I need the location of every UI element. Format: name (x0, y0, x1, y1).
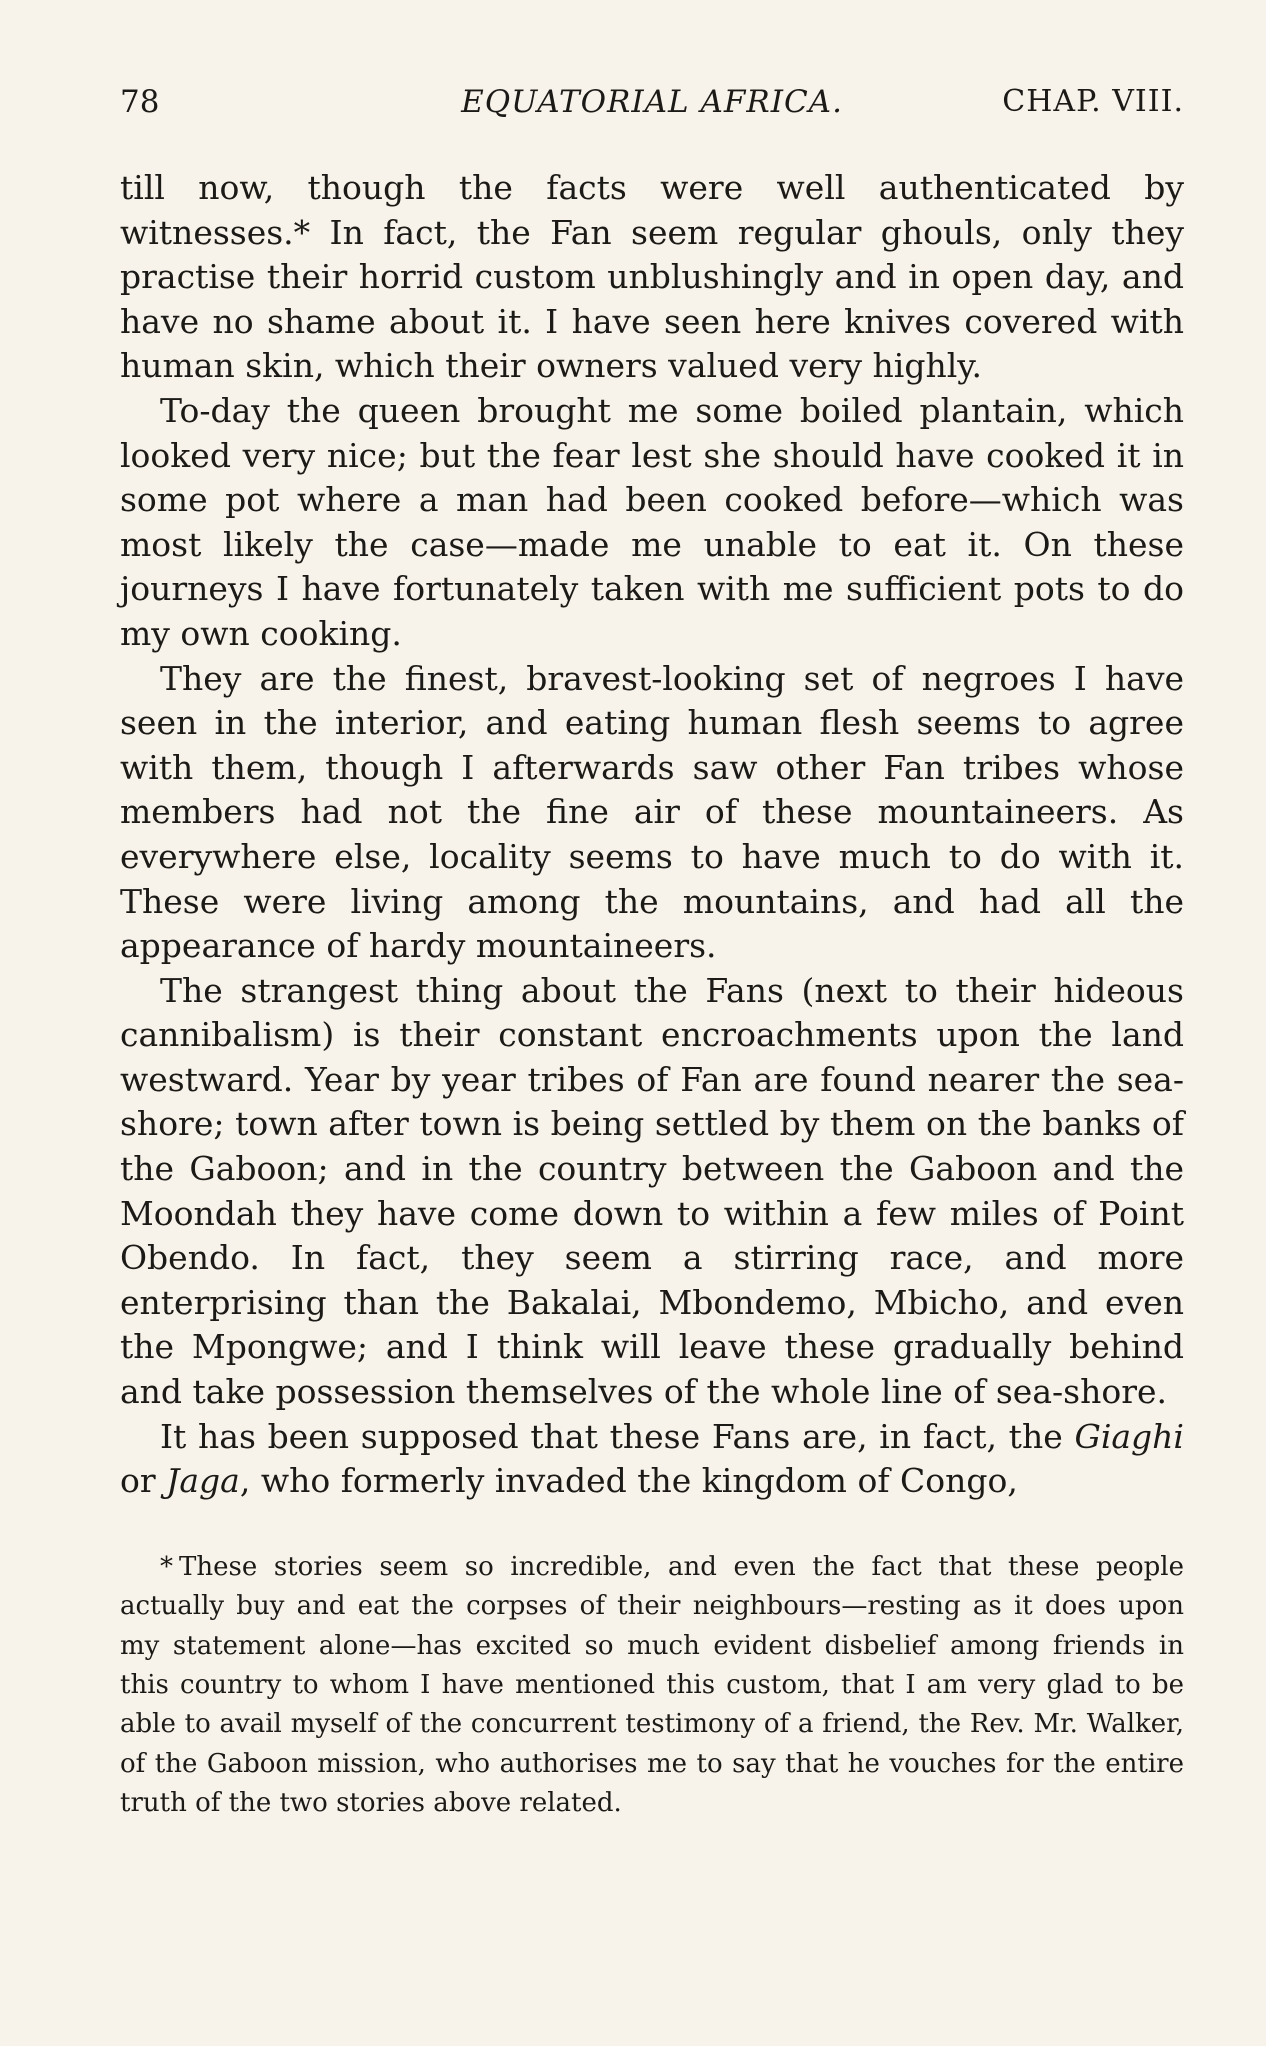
footnote-mark: * (160, 1551, 173, 1582)
body-text (120, 166, 1184, 1504)
paragraph-5-end: , who formerly invaded the kingdom of Congo, (239, 1461, 1018, 1501)
chapter-label: CHAP. VIII. (1002, 84, 1184, 119)
paragraph-3: They are the finest, bravest-looking set of negroes I have seen in the interior, and eating human flesh seems to agree with them, though I afterwards saw other Fan tribes whose members had not the fine air of these mountaineers. As everywhere else, locality seems to have much to do with it. These were living among the mountains, and had all the appearance of hardy mountaineers. (120, 658, 1184, 966)
footnote-text: These stories seem so incredible, and even the fact that these people actually buy and eat the corpses of their neighbours—resting as it does upon my statement alone—has excited so much evident disbelief among friends in this country to whom I have mentioned this custom, that I am very glad to be able to avail myself of the concurrent testimony of a friend, the Rev. Mr. Walker, of the Gaboon mission, who authorises me to say that he vouches for the entire truth of the two stories above related. (120, 1551, 1184, 1819)
paragraph-4: The strangest thing about the Fans (next to their hideous cannibalism) is their constant encroachments upon the land westward. Year by year tribes of Fan are found nearer the sea-shore; town after town is being settled by them on the banks of the Gaboon; and in the country between the Gaboon and the Moondah they have come down to within a few miles of Point Obendo. In fact, they seem a stirring race, and more enterprising than the Bakalai, Mbondemo, Mbicho, and even the Mpongwe; and I think will leave these gradually behind and take possession themselves of the whole line of sea-shore. (120, 970, 1184, 1412)
paragraph-5-start: It has been supposed that these Fans are, in fact, the (160, 1416, 1063, 1456)
book-page (120, 84, 1184, 1824)
paragraph-1: till now, though the facts were well authenticated by witnesses.* In fact, the Fan seem regular ghouls, only they practise their horrid custom unblushingly and in open day, and have no shame about it. I have seen here knives covered with human skin, which their owners valued very highly. (120, 168, 1184, 386)
paragraph-5-or: or (120, 1461, 156, 1501)
page-header (120, 84, 1184, 124)
name-jaga: Jaga (166, 1461, 240, 1501)
running-title: EQUATORIAL AFRICA. (461, 84, 843, 120)
footnote (120, 1548, 1184, 1824)
name-giaghi: Giaghi (1074, 1416, 1184, 1456)
paragraph-5 (120, 1415, 1184, 1504)
paragraph-2: To-day the queen brought me some boiled plantain, which looked very nice; but the fear lest she should have cooked it in some pot where a man had been cooked before—which was most likely the case—made me unable to eat it. On these journeys I have fortunately taken with me sufficient pots to do my own cooking. (120, 390, 1184, 653)
page-number: 78 (120, 84, 160, 120)
